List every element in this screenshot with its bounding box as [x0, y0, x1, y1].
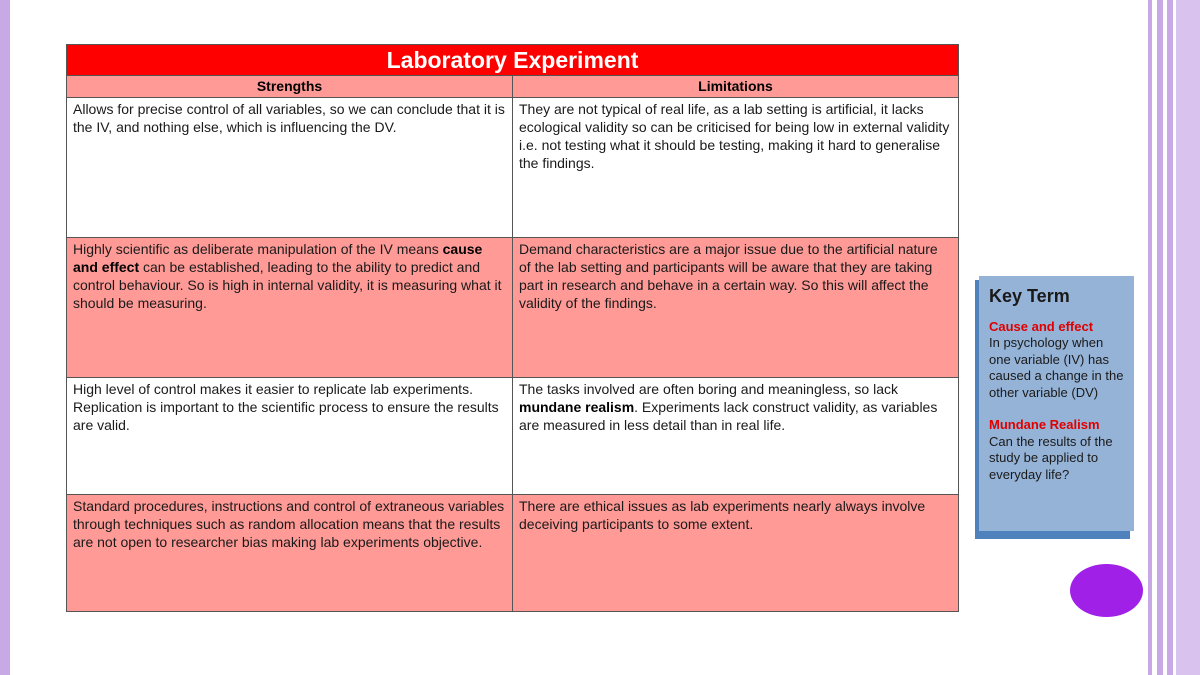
limitation-text: . Experiments lack construct validity, as variables are measured in less detail than in real life.: [519, 399, 938, 433]
key-term-definition: In psychology when one variable (IV) has caused a change in the other variable (DV): [989, 335, 1124, 400]
limitation-cell: They are not typical of real life, as a lab setting is artificial, it lacks ecological validity so can be criticised for being low in external validity i.e. not testing what it should be testing, making it hard to generalise the findings.: [513, 98, 959, 238]
table-title: Laboratory Experiment: [67, 45, 959, 76]
right-decorative-stripe: [1157, 0, 1163, 675]
key-term-name: Cause and effect: [989, 318, 1094, 334]
limitations-header: Limitations: [513, 76, 959, 98]
strength-text: Highly scientific as deliberate manipulation of the IV means: [73, 241, 443, 257]
bold-term: mundane realism: [519, 399, 635, 415]
table-row: [67, 378, 959, 495]
strength-cell: Standard procedures, instructions and control of extraneous variables through techniques such as random allocation means that the results are not open to researcher bias making lab experiments objective.: [67, 495, 513, 612]
right-decorative-stripe: [1167, 0, 1173, 675]
strength-cell: High level of control makes it easier to replicate lab experiments. Replication is important to the scientific process to ensure the results are valid.: [67, 378, 513, 495]
table-row: [67, 495, 959, 612]
key-term-definition: Can the results of the study be applied to everyday life?: [989, 433, 1113, 482]
key-term-name: Mundane Realism: [989, 417, 1100, 432]
left-decorative-bar: [0, 0, 10, 675]
key-term-title: Key Term: [989, 286, 1070, 306]
right-decorative-stripe: [1176, 0, 1200, 675]
limitation-cell: Demand characteristics are a major issue due to the artificial nature of the lab setting and participants will be aware that they are taking part in research and behave in a certain way. So this will affect the validity of the findings.: [513, 238, 959, 378]
strength-cell: [67, 238, 513, 378]
limitation-cell: [513, 378, 959, 495]
purple-oval-decoration: [1070, 564, 1143, 617]
strength-text: can be established, leading to the ability to predict and control behaviour. So is high in internal validity, it is measuring what it should be measuring.: [73, 259, 502, 311]
key-term-box: [979, 276, 1134, 531]
limitation-text: The tasks involved are often boring and meaningless, so lack: [519, 381, 898, 397]
bold-term: cause and effect: [73, 241, 483, 275]
laboratory-experiment-table: [66, 44, 959, 612]
strength-cell: Allows for precise control of all variables, so we can conclude that it is the IV, and nothing else, which is influencing the DV.: [67, 98, 513, 238]
right-decorative-stripe: [1148, 0, 1152, 675]
strengths-header: Strengths: [67, 76, 513, 98]
table-row: [67, 98, 959, 238]
limitation-cell: There are ethical issues as lab experiments nearly always involve deceiving participants to some extent.: [513, 495, 959, 612]
table-row: [67, 238, 959, 378]
